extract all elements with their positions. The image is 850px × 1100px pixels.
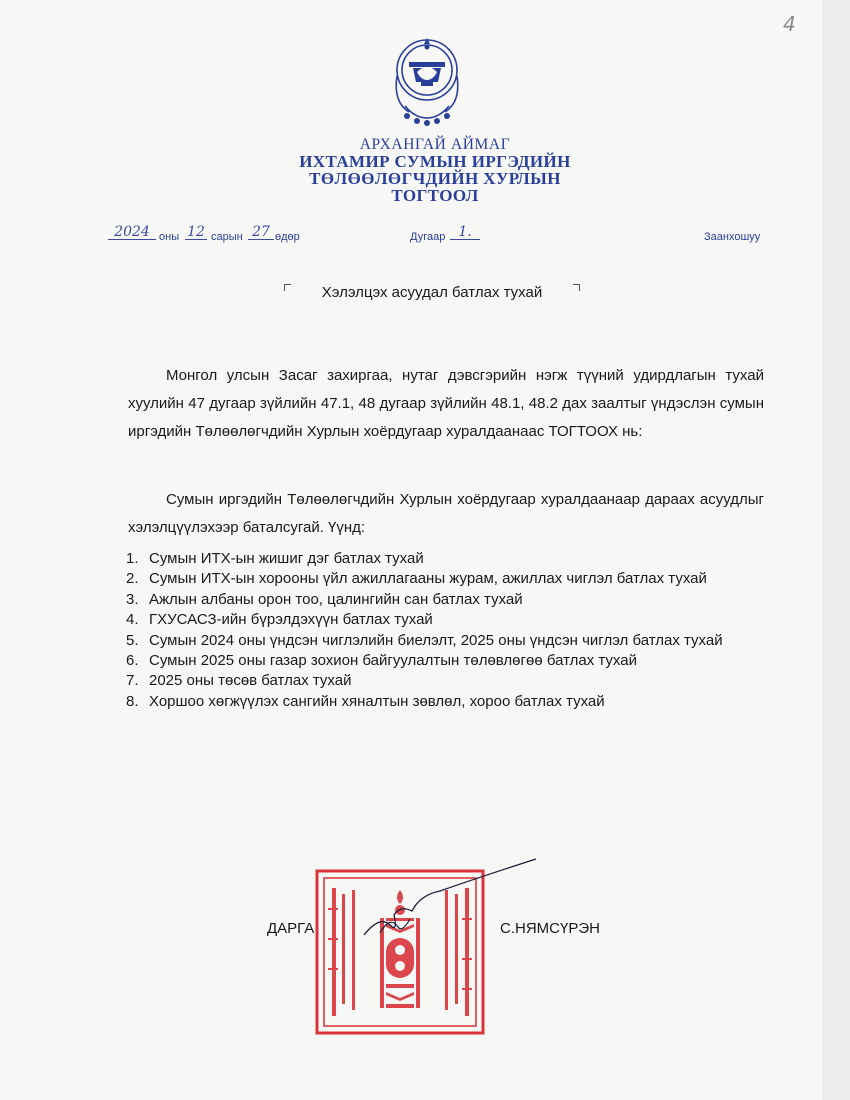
bracket-left-icon	[284, 284, 291, 291]
date-day: 27	[248, 225, 274, 240]
date-day-label: өдөр	[275, 231, 300, 243]
issue-place: Заанхошуу	[704, 231, 761, 243]
document-header	[200, 136, 670, 204]
state-emblem-icon	[387, 32, 467, 128]
date-row	[108, 225, 768, 249]
list-item: 2. Сумын ИТХ-ын хорооны үйл ажиллагааны журам, ажиллах чиглэл батлах тухай	[126, 570, 707, 588]
list-item: 3. Ажлын албаны орон тоо, цалингийн сан батлах тухай	[126, 590, 523, 608]
preamble-paragraph: Монгол улсын Засаг захиргаа, нутаг дэвсгэрийн нэгж түүний удирдлагын тухай хуулийн 47 дугаар зүйлийн 47.1, 48 дугаар зүйлийн 48.1, 48.2 дах заалтыг үндэслэн сумын иргэдийн Төлөөлөгчдийн Хурлын хоёрдугаар хуралдаанаас ТОГТООХ нь:	[128, 367, 764, 440]
header-soum: ИХТАМИР СУМЫН ИРГЭДИЙН	[299, 152, 571, 171]
list-item: 8. Хоршоо хөгжүүлэх сангийн хяналтын зөвлөл, хороо батлах тухай	[126, 692, 605, 710]
header-province: АРХАНГАЙ АЙМАГ	[359, 136, 511, 153]
header-council: ТӨЛӨӨЛӨГЧДИЙН ХУРЛЫН	[309, 169, 561, 188]
signatory-name: С.НЯМСҮРЭН	[500, 920, 600, 937]
list-item: 5. Сумын 2024 оны үндсэн чиглэлийн биелэлт, 2025 оны үндсэн чиглэл батлах тухай	[126, 631, 723, 649]
subject-title	[282, 284, 582, 306]
page-number: 4	[783, 12, 796, 36]
subject-text: Хэлэлцэх асуудал батлах тухай	[321, 284, 543, 301]
resolution-number: 1.	[450, 225, 480, 240]
number-label: Дугаар	[410, 231, 446, 243]
header-resolution: ТОГТООЛ	[391, 186, 479, 205]
date-year: 2024	[108, 225, 156, 240]
decision-paragraph: Сумын иргэдийн Төлөөлөгчдийн Хурлын хоёрдугаар хуралдаанаар дараах асуудлыг хэлэлцүүлэхээр баталсугай. Үүнд:	[128, 491, 764, 536]
date-year-label: оны	[159, 231, 180, 243]
date-month-label: сарын	[211, 231, 243, 243]
scan-edge	[822, 0, 850, 1100]
agenda-list	[120, 549, 770, 712]
list-item: 6. Сумын 2025 оны газар зохион байгуулалтын төлөвлөгөө батлах тухай	[126, 652, 637, 670]
signatory-title: ДАРГА	[267, 920, 315, 937]
date-month: 12	[185, 225, 207, 240]
list-item: 4. ГХУСАСЗ-ийн бүрэлдэхүүн батлах тухай	[126, 611, 433, 629]
bracket-right-icon	[573, 284, 580, 291]
list-item: 1. Сумын ИТХ-ын жишиг дэг батлах тухай	[126, 550, 424, 567]
list-item: 7. 2025 оны төсөв батлах тухай	[126, 672, 352, 690]
